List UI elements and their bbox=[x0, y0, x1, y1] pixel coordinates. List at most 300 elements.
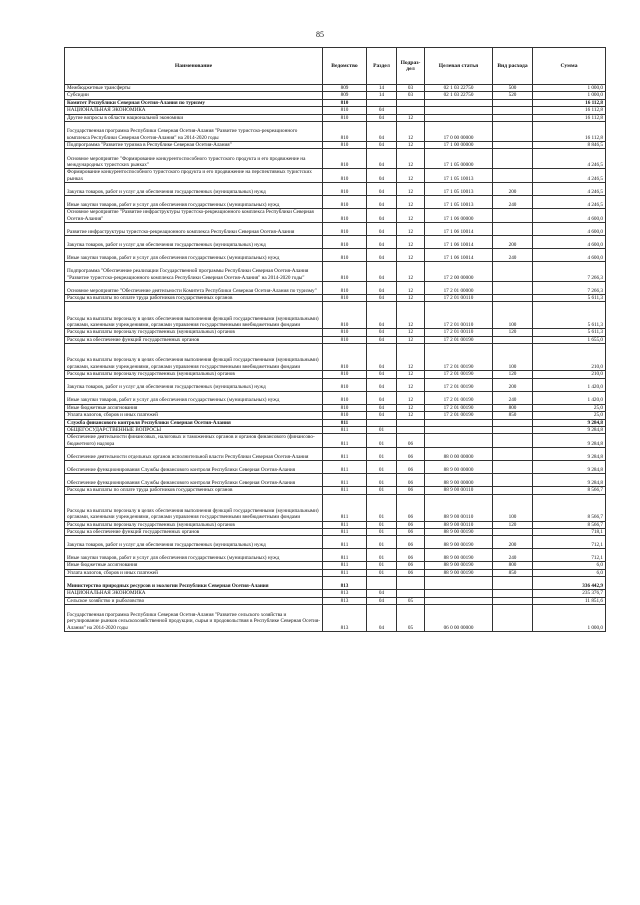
cell-sum: 235 376,7 bbox=[533, 590, 606, 597]
cell-name: Уплата налогов, сборов и иных платежей bbox=[65, 412, 323, 419]
cell-exp-type bbox=[493, 419, 533, 426]
cell-sum: 8 846,5 bbox=[533, 142, 606, 149]
table-row bbox=[65, 528, 606, 535]
cell-subsection: 12 bbox=[397, 282, 425, 295]
cell-name: Закупка товаров, работ и услуг для обеспечения государственных (муниципальных) нужд bbox=[65, 536, 323, 549]
cell-name: НАЦИОНАЛЬНАЯ ЭКОНОМИКА bbox=[65, 590, 323, 597]
cell-dept: 810 bbox=[323, 371, 367, 378]
cell-subsection: 06 bbox=[397, 434, 425, 448]
header-section: Раздел bbox=[367, 48, 397, 85]
cell-dept: 810 bbox=[323, 262, 367, 282]
table-row bbox=[65, 562, 606, 569]
cell-subsection: 06 bbox=[397, 562, 425, 569]
cell-name: Расходы на обеспечение функций государственных органов bbox=[65, 336, 323, 343]
cell-dept: 810 bbox=[323, 209, 367, 223]
table-row bbox=[65, 236, 606, 249]
cell-dept: 810 bbox=[323, 378, 367, 391]
cell-sum: 712,1 bbox=[533, 549, 606, 562]
cell-dept: 813 bbox=[323, 597, 367, 604]
budget-table bbox=[64, 47, 606, 632]
cell-sum: 6,0 bbox=[533, 562, 606, 569]
cell-exp-type bbox=[493, 149, 533, 169]
cell-section: 01 bbox=[367, 487, 397, 494]
cell-subsection bbox=[397, 99, 425, 106]
cell-dept: 811 bbox=[323, 487, 367, 494]
table-row bbox=[65, 371, 606, 378]
cell-subsection: 12 bbox=[397, 114, 425, 121]
cell-article: 17 2 01 00190 bbox=[425, 412, 493, 419]
page-number: 85 bbox=[316, 30, 324, 39]
table-row bbox=[65, 604, 606, 631]
header-sum: Сумма bbox=[533, 48, 606, 85]
table-row bbox=[65, 412, 606, 419]
table-row bbox=[65, 404, 606, 411]
cell-exp-type: 200 bbox=[493, 536, 533, 549]
table-row bbox=[65, 223, 606, 236]
cell-exp-type: 240 bbox=[493, 549, 533, 562]
cell-sum: 16 112,8 bbox=[533, 107, 606, 114]
cell-subsection: 06 bbox=[397, 461, 425, 474]
cell-article: 17 2 01 00190 bbox=[425, 404, 493, 411]
cell-section: 04 bbox=[367, 223, 397, 236]
cell-section: 01 bbox=[367, 569, 397, 576]
cell-subsection: 06 bbox=[397, 569, 425, 576]
cell-name: Основное мероприятие "Формирование конкурентоспособного туристского продукта и его продвижение на международных туристских рынках" bbox=[65, 149, 323, 169]
cell-exp-type bbox=[493, 604, 533, 631]
table-row bbox=[65, 569, 606, 576]
cell-sum: 5 611,3 bbox=[533, 329, 606, 336]
cell-sum: 5 611,3 bbox=[533, 302, 606, 329]
cell-exp-type bbox=[493, 282, 533, 295]
table-row bbox=[65, 122, 606, 142]
cell-article bbox=[425, 577, 493, 590]
cell-section: 04 bbox=[367, 114, 397, 121]
cell-name: Закупка товаров, работ и услуг для обеспечения государственных (муниципальных) нужд bbox=[65, 378, 323, 391]
cell-subsection: 06 bbox=[397, 494, 425, 521]
cell-exp-type bbox=[493, 223, 533, 236]
cell-name: Иные закупки товаров, работ и услуг для обеспечения государственных (муниципальных) нужд bbox=[65, 196, 323, 209]
header-name: Наименование bbox=[65, 48, 323, 85]
cell-section: 04 bbox=[367, 196, 397, 209]
cell-sum: 1 000,0 bbox=[533, 92, 606, 99]
cell-dept: 810 bbox=[323, 295, 367, 302]
cell-exp-type bbox=[493, 474, 533, 487]
cell-sum: 336 442,9 bbox=[533, 577, 606, 590]
cell-dept: 811 bbox=[323, 494, 367, 521]
cell-dept: 810 bbox=[323, 142, 367, 149]
cell-section: 14 bbox=[367, 85, 397, 92]
cell-name: ОБЩЕГОСУДАРСТВЕННЫЕ ВОПРОСЫ bbox=[65, 426, 323, 433]
cell-name: Иные бюджетные ассигнования bbox=[65, 562, 323, 569]
cell-section: 01 bbox=[367, 562, 397, 569]
cell-name: Государственная программа Республики Северная Осетия-Алания "Развитие сельского хозяйства и регулирование рынков сельскохозяйственной продукции, сырья и продовольствия в Республике Северная Осетия-Алания" на 2014-2020 годы bbox=[65, 604, 323, 631]
cell-exp-type: 120 bbox=[493, 371, 533, 378]
cell-article: 17 2 01 00190 bbox=[425, 378, 493, 391]
cell-exp-type: 240 bbox=[493, 391, 533, 404]
table-row bbox=[65, 426, 606, 433]
cell-subsection: 12 bbox=[397, 142, 425, 149]
table-row bbox=[65, 209, 606, 223]
cell-article: 17 2 01 00110 bbox=[425, 329, 493, 336]
table-row bbox=[65, 142, 606, 149]
cell-exp-type bbox=[493, 528, 533, 535]
cell-article: 17 2 01 00190 bbox=[425, 371, 493, 378]
cell-sum: 9 284,8 bbox=[533, 448, 606, 461]
cell-name: Расходы на выплаты по оплате труда работников государственных органов bbox=[65, 295, 323, 302]
cell-section: 01 bbox=[367, 474, 397, 487]
cell-name: Субсидии bbox=[65, 92, 323, 99]
cell-exp-type bbox=[493, 114, 533, 121]
table-row bbox=[65, 196, 606, 209]
cell-name: Основное мероприятие "Обеспечение деятельности Комитета Республики Северная Осетия-Алания по туризму" bbox=[65, 282, 323, 295]
cell-sum: 210,0 bbox=[533, 371, 606, 378]
cell-article: 17 2 01 00000 bbox=[425, 282, 493, 295]
cell-exp-type bbox=[493, 169, 533, 183]
table-body bbox=[65, 85, 606, 632]
table-row bbox=[65, 282, 606, 295]
cell-sum: 8 566,7 bbox=[533, 521, 606, 528]
cell-subsection: 12 bbox=[397, 149, 425, 169]
cell-exp-type: 100 bbox=[493, 302, 533, 329]
cell-section: 04 bbox=[367, 282, 397, 295]
cell-section: 04 bbox=[367, 295, 397, 302]
cell-subsection: 06 bbox=[397, 448, 425, 461]
cell-section: 04 bbox=[367, 302, 397, 329]
cell-name: Расходы на выплаты персоналу государственных (муниципальных) органов bbox=[65, 521, 323, 528]
cell-name: Расходы на обеспечение функций государственных органов bbox=[65, 528, 323, 535]
cell-article: 88 0 00 00000 bbox=[425, 448, 493, 461]
table-row bbox=[65, 262, 606, 282]
cell-exp-type: 240 bbox=[493, 249, 533, 262]
cell-article: 17 2 01 00110 bbox=[425, 295, 493, 302]
cell-dept: 811 bbox=[323, 448, 367, 461]
cell-exp-type: 200 bbox=[493, 183, 533, 196]
cell-name: Расходы на выплаты по оплате труда работников государственных органов bbox=[65, 487, 323, 494]
cell-name: Иные закупки товаров, работ и услуг для обеспечения государственных (муниципальных) нужд bbox=[65, 391, 323, 404]
cell-dept: 810 bbox=[323, 249, 367, 262]
cell-subsection: 06 bbox=[397, 528, 425, 535]
cell-subsection: 05 bbox=[397, 597, 425, 604]
table-row bbox=[65, 487, 606, 494]
header-article: Целевая статья bbox=[425, 48, 493, 85]
cell-article: 17 1 06 10014 bbox=[425, 236, 493, 249]
table-header-row bbox=[65, 48, 606, 85]
cell-article: 17 2 01 00190 bbox=[425, 336, 493, 343]
cell-section bbox=[367, 419, 397, 426]
cell-name: Другие вопросы в области национальной экономики bbox=[65, 114, 323, 121]
cell-sum: 9 284,8 bbox=[533, 474, 606, 487]
table-row bbox=[65, 329, 606, 336]
cell-sum: 1 000,0 bbox=[533, 604, 606, 631]
cell-article bbox=[425, 419, 493, 426]
cell-subsection: 12 bbox=[397, 236, 425, 249]
cell-dept: 813 bbox=[323, 590, 367, 597]
table-row bbox=[65, 494, 606, 521]
cell-exp-type: 100 bbox=[493, 344, 533, 371]
cell-name: Расходы на выплаты персоналу в целях обеспечения выполнения функций государственными (муниципальными) органами, казенными учреждениями, органами управления государственными внебюджетными фондами bbox=[65, 302, 323, 329]
cell-article: 17 1 05 10013 bbox=[425, 183, 493, 196]
cell-name: Подпрограмма "Развитие туризма в Республике Северная Осетия-Алания" bbox=[65, 142, 323, 149]
cell-subsection bbox=[397, 419, 425, 426]
cell-name: Подпрограмма "Обеспечение реализации Государственной программы Республики Северная Осетия-Алания "Развитие туристско-рекреационного комплекса Республики Северная Осетия-Алания" на 2014-2020 годы" bbox=[65, 262, 323, 282]
table-row bbox=[65, 448, 606, 461]
cell-dept: 810 bbox=[323, 391, 367, 404]
cell-exp-type bbox=[493, 262, 533, 282]
cell-subsection: 12 bbox=[397, 209, 425, 223]
cell-exp-type: 240 bbox=[493, 196, 533, 209]
cell-subsection: 03 bbox=[397, 92, 425, 99]
table-row bbox=[65, 85, 606, 92]
cell-article: 17 0 00 00000 bbox=[425, 122, 493, 142]
cell-sum: 1 000,0 bbox=[533, 85, 606, 92]
table-row bbox=[65, 391, 606, 404]
cell-article: 88 9 00 00190 bbox=[425, 536, 493, 549]
cell-name: Министерство природных ресурсов и экологии Республики Северная Осетия-Алания bbox=[65, 577, 323, 590]
table-row bbox=[65, 536, 606, 549]
table-row bbox=[65, 92, 606, 99]
cell-article: 17 1 00 00000 bbox=[425, 142, 493, 149]
cell-exp-type bbox=[493, 487, 533, 494]
cell-subsection: 12 bbox=[397, 412, 425, 419]
cell-section: 04 bbox=[367, 183, 397, 196]
cell-exp-type: 850 bbox=[493, 569, 533, 576]
cell-sum: 9 284,8 bbox=[533, 434, 606, 448]
cell-dept: 810 bbox=[323, 329, 367, 336]
cell-article bbox=[425, 99, 493, 106]
table-row bbox=[65, 149, 606, 169]
cell-dept: 810 bbox=[323, 169, 367, 183]
cell-section: 04 bbox=[367, 262, 397, 282]
cell-article bbox=[425, 107, 493, 114]
cell-sum: 1 420,0 bbox=[533, 378, 606, 391]
table-row bbox=[65, 577, 606, 590]
cell-subsection bbox=[397, 577, 425, 590]
cell-subsection: 12 bbox=[397, 336, 425, 343]
cell-section: 04 bbox=[367, 604, 397, 631]
table-row bbox=[65, 549, 606, 562]
cell-sum: 16 112,8 bbox=[533, 99, 606, 106]
cell-subsection: 12 bbox=[397, 391, 425, 404]
cell-dept: 809 bbox=[323, 85, 367, 92]
cell-exp-type bbox=[493, 448, 533, 461]
cell-article bbox=[425, 434, 493, 448]
cell-exp-type: 100 bbox=[493, 494, 533, 521]
cell-dept: 811 bbox=[323, 549, 367, 562]
table-row bbox=[65, 434, 606, 448]
cell-dept: 810 bbox=[323, 302, 367, 329]
cell-subsection: 12 bbox=[397, 249, 425, 262]
cell-name: Развитие инфраструктуры туристско-рекреационного комплекса Республики Северная Осетия-Алания bbox=[65, 223, 323, 236]
cell-subsection bbox=[397, 426, 425, 433]
cell-exp-type bbox=[493, 142, 533, 149]
cell-dept: 810 bbox=[323, 223, 367, 236]
cell-sum: 9 284,8 bbox=[533, 461, 606, 474]
cell-article: 88 9 00 00000 bbox=[425, 474, 493, 487]
cell-article: 17 1 05 10013 bbox=[425, 169, 493, 183]
cell-exp-type: 120 bbox=[493, 521, 533, 528]
table-row bbox=[65, 597, 606, 604]
cell-article: 17 1 06 10014 bbox=[425, 249, 493, 262]
cell-dept: 811 bbox=[323, 426, 367, 433]
table-row bbox=[65, 169, 606, 183]
cell-article: 88 9 00 00190 bbox=[425, 549, 493, 562]
cell-sum: 718,1 bbox=[533, 528, 606, 535]
table-row bbox=[65, 114, 606, 121]
cell-sum: 4 600,0 bbox=[533, 223, 606, 236]
table-row bbox=[65, 590, 606, 597]
cell-exp-type: 520 bbox=[493, 92, 533, 99]
cell-dept: 811 bbox=[323, 528, 367, 535]
cell-sum: 4 600,0 bbox=[533, 236, 606, 249]
table-row bbox=[65, 295, 606, 302]
cell-name: Основное мероприятие "Развитие инфраструктуры туристско-рекреационного комплекса Республики Северная Осетия-Алания" bbox=[65, 209, 323, 223]
cell-subsection: 12 bbox=[397, 302, 425, 329]
cell-dept: 810 bbox=[323, 196, 367, 209]
cell-article: 17 1 05 10013 bbox=[425, 196, 493, 209]
cell-name: Расходы на выплаты персоналу в целях обеспечения выполнения функций государственными (муниципальными) органами, казенными учреждениями, органами управления государственными внебюджетными фондами bbox=[65, 494, 323, 521]
cell-dept: 811 bbox=[323, 474, 367, 487]
cell-name: Служба финансового контроля Республики Северная Осетия-Алания bbox=[65, 419, 323, 426]
cell-subsection: 12 bbox=[397, 196, 425, 209]
cell-name: Обеспечение деятельности финансовых, налоговых и таможенных органов и органов финансового (финансово-бюджетного) надзора bbox=[65, 434, 323, 448]
cell-sum: 210,0 bbox=[533, 344, 606, 371]
cell-section: 01 bbox=[367, 448, 397, 461]
cell-sum: 8 566,7 bbox=[533, 494, 606, 521]
cell-section bbox=[367, 99, 397, 106]
cell-sum: 4 600,0 bbox=[533, 249, 606, 262]
table-row bbox=[65, 419, 606, 426]
cell-section: 04 bbox=[367, 336, 397, 343]
cell-name: Обеспечение функционирования Службы финансового контроля Республики Северная Осетия-Алания bbox=[65, 461, 323, 474]
cell-section: 04 bbox=[367, 412, 397, 419]
cell-section: 04 bbox=[367, 590, 397, 597]
cell-section: 04 bbox=[367, 236, 397, 249]
cell-article: 88 9 00 00110 bbox=[425, 494, 493, 521]
cell-name: Расходы на выплаты персоналу государственных (муниципальных) органов bbox=[65, 371, 323, 378]
cell-article bbox=[425, 426, 493, 433]
cell-section: 04 bbox=[367, 149, 397, 169]
cell-dept: 810 bbox=[323, 336, 367, 343]
cell-article: 88 9 00 00110 bbox=[425, 521, 493, 528]
cell-dept: 810 bbox=[323, 114, 367, 121]
table-row bbox=[65, 107, 606, 114]
cell-section: 01 bbox=[367, 494, 397, 521]
cell-section: 01 bbox=[367, 426, 397, 433]
cell-dept: 811 bbox=[323, 536, 367, 549]
cell-sum: 7 266,3 bbox=[533, 282, 606, 295]
cell-exp-type bbox=[493, 209, 533, 223]
cell-sum: 4 246,5 bbox=[533, 149, 606, 169]
table-row bbox=[65, 344, 606, 371]
cell-section: 01 bbox=[367, 434, 397, 448]
cell-subsection: 12 bbox=[397, 169, 425, 183]
cell-dept: 810 bbox=[323, 183, 367, 196]
cell-exp-type: 200 bbox=[493, 236, 533, 249]
cell-article bbox=[425, 114, 493, 121]
cell-name: Закупка товаров, работ и услуг для обеспечения государственных (муниципальных) нужд bbox=[65, 236, 323, 249]
cell-dept: 810 bbox=[323, 344, 367, 371]
cell-subsection: 12 bbox=[397, 295, 425, 302]
cell-name: Межбюджетные трансферты bbox=[65, 85, 323, 92]
cell-subsection: 03 bbox=[397, 85, 425, 92]
cell-article bbox=[425, 590, 493, 597]
cell-dept: 810 bbox=[323, 412, 367, 419]
cell-subsection: 12 bbox=[397, 344, 425, 371]
cell-dept: 810 bbox=[323, 404, 367, 411]
cell-section: 14 bbox=[367, 92, 397, 99]
cell-exp-type bbox=[493, 426, 533, 433]
cell-sum: 1 420,0 bbox=[533, 391, 606, 404]
cell-article: 17 1 06 10014 bbox=[425, 223, 493, 236]
cell-sum: 25,0 bbox=[533, 412, 606, 419]
cell-name: Иные закупки товаров, работ и услуг для обеспечения государственных (муниципальных) нужд bbox=[65, 549, 323, 562]
cell-sum: 7 266,3 bbox=[533, 262, 606, 282]
cell-subsection: 06 bbox=[397, 549, 425, 562]
header-dept: Ведомство bbox=[323, 48, 367, 85]
cell-article: 88 9 00 00190 bbox=[425, 569, 493, 576]
table-row bbox=[65, 336, 606, 343]
cell-subsection: 06 bbox=[397, 474, 425, 487]
cell-exp-type bbox=[493, 122, 533, 142]
cell-exp-type: 120 bbox=[493, 329, 533, 336]
cell-section: 04 bbox=[367, 597, 397, 604]
cell-name: Иные закупки товаров, работ и услуг для обеспечения государственных (муниципальных) нужд bbox=[65, 249, 323, 262]
cell-section: 04 bbox=[367, 371, 397, 378]
cell-article: 88 9 00 00110 bbox=[425, 487, 493, 494]
cell-dept: 809 bbox=[323, 92, 367, 99]
cell-section: 04 bbox=[367, 404, 397, 411]
cell-exp-type bbox=[493, 434, 533, 448]
cell-exp-type: 800 bbox=[493, 404, 533, 411]
cell-subsection: 05 bbox=[397, 604, 425, 631]
table-row bbox=[65, 183, 606, 196]
cell-exp-type: 500 bbox=[493, 85, 533, 92]
cell-section: 01 bbox=[367, 461, 397, 474]
cell-sum: 4 246,5 bbox=[533, 169, 606, 183]
table-row bbox=[65, 378, 606, 391]
table-row bbox=[65, 461, 606, 474]
cell-sum: 712,1 bbox=[533, 536, 606, 549]
cell-exp-type bbox=[493, 577, 533, 590]
cell-name: Закупка товаров, работ и услуг для обеспечения государственных (муниципальных) нужд bbox=[65, 183, 323, 196]
cell-article bbox=[425, 597, 493, 604]
table-row bbox=[65, 521, 606, 528]
header-subsection: Подраз-дел bbox=[397, 48, 425, 85]
cell-exp-type: 800 bbox=[493, 562, 533, 569]
cell-sum: 25,0 bbox=[533, 404, 606, 411]
cell-section bbox=[367, 577, 397, 590]
cell-article: 06 0 00 00000 bbox=[425, 604, 493, 631]
cell-subsection: 12 bbox=[397, 329, 425, 336]
cell-dept: 811 bbox=[323, 562, 367, 569]
cell-subsection: 12 bbox=[397, 183, 425, 196]
cell-subsection: 12 bbox=[397, 122, 425, 142]
cell-sum: 4 600,0 bbox=[533, 209, 606, 223]
cell-article: 02 1 03 22750 bbox=[425, 92, 493, 99]
cell-subsection bbox=[397, 590, 425, 597]
cell-dept: 810 bbox=[323, 122, 367, 142]
table-row bbox=[65, 474, 606, 487]
cell-section: 04 bbox=[367, 249, 397, 262]
cell-dept: 810 bbox=[323, 107, 367, 114]
cell-exp-type bbox=[493, 295, 533, 302]
cell-exp-type bbox=[493, 597, 533, 604]
cell-sum: 8 566,7 bbox=[533, 487, 606, 494]
cell-sum: 6,0 bbox=[533, 569, 606, 576]
cell-name: Сельское хозяйство и рыболовство bbox=[65, 597, 323, 604]
cell-sum: 4 246,5 bbox=[533, 196, 606, 209]
cell-name: Обеспечение функционирования Службы финансового контроля Республики Северная Осетия-Алания bbox=[65, 474, 323, 487]
